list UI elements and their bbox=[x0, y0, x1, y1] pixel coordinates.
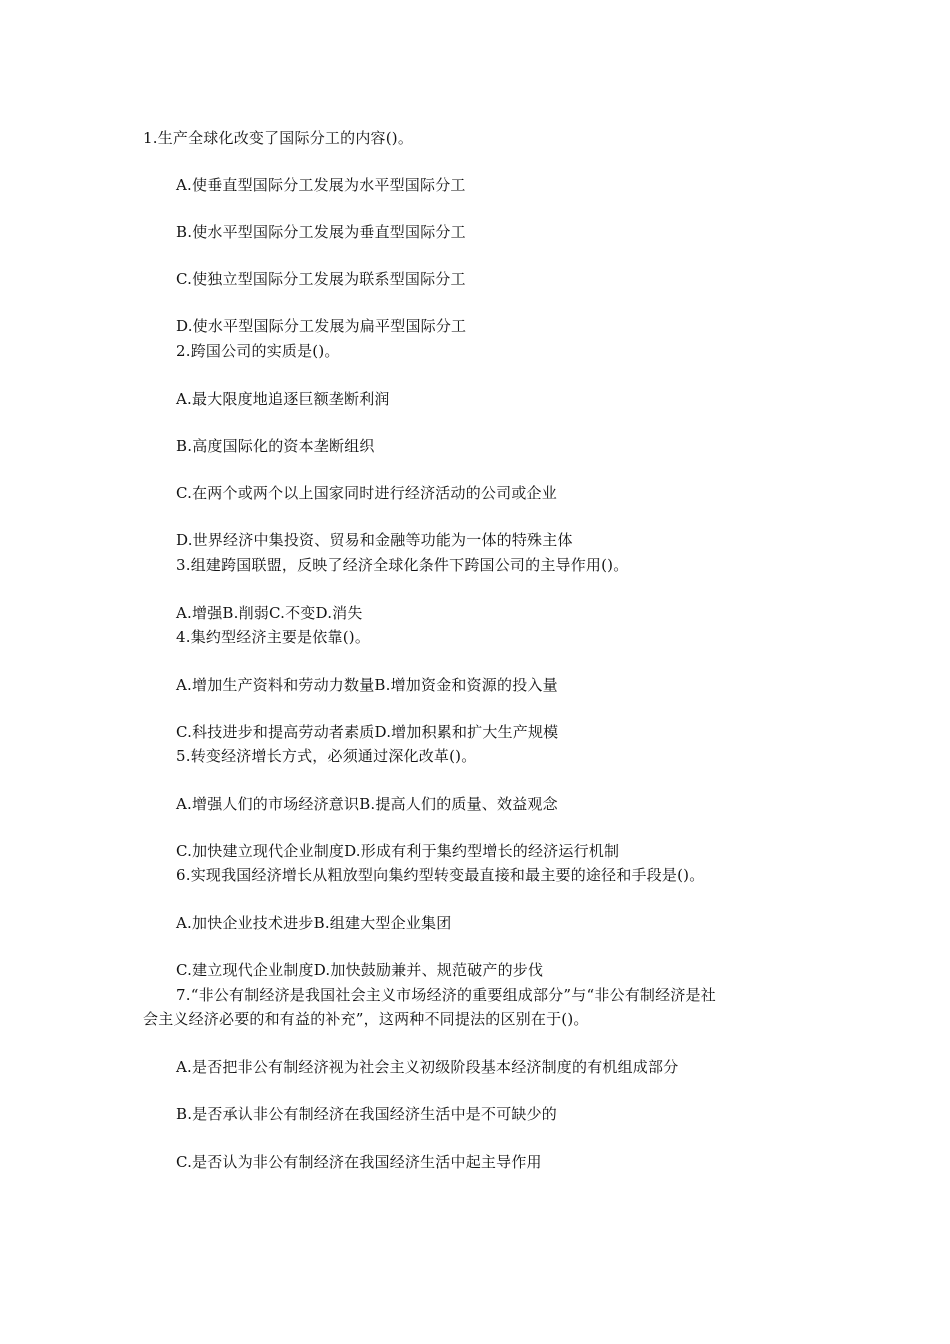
question-4-options-ab: A.增加生产资料和劳动力数量B.增加资金和资源的投入量 bbox=[176, 676, 558, 694]
question-3-stem: 3.组建跨国联盟，反映了经济全球化条件下跨国公司的主导作用()。 bbox=[176, 556, 629, 574]
question-4-options-cd: C.科技进步和提高劳动者素质D.增加积累和扩大生产规模 bbox=[176, 723, 559, 741]
question-1-option-d: D.使水平型国际分工发展为扁平型国际分工 bbox=[176, 317, 467, 335]
question-2-option-a: A.最大限度地追逐巨额垄断利润 bbox=[176, 390, 390, 408]
question-5-stem: 5.转变经济增长方式，必须通过深化改革()。 bbox=[176, 747, 477, 765]
question-2-option-b: B.高度国际化的资本垄断组织 bbox=[176, 437, 375, 455]
question-7-option-c: C.是否认为非公有制经济在我国经济生活中起主导作用 bbox=[176, 1153, 542, 1171]
question-6-stem: 6.实现我国经济增长从粗放型向集约型转变最直接和最主要的途径和手段是()。 bbox=[176, 866, 705, 884]
question-1-stem: 1.生产全球化改变了国际分工的内容()。 bbox=[143, 129, 414, 147]
question-3-options: A.增强B.削弱C.不变D.消失 bbox=[176, 604, 363, 622]
question-4-stem: 4.集约型经济主要是依靠()。 bbox=[176, 628, 371, 646]
question-7-stem-line-1: 7.“非公有制经济是我国社会主义市场经济的重要组成部分”与“非公有制经济是社 bbox=[176, 986, 716, 1004]
question-7-option-a: A.是否把非公有制经济视为社会主义初级阶段基本经济制度的有机组成部分 bbox=[176, 1058, 679, 1076]
question-7-option-b: B.是否承认非公有制经济在我国经济生活中是不可缺少的 bbox=[176, 1105, 557, 1123]
question-6-options-cd: C.建立现代企业制度D.加快鼓励兼并、规范破产的步伐 bbox=[176, 961, 544, 979]
question-2-option-c: C.在两个或两个以上国家同时进行经济活动的公司或企业 bbox=[176, 484, 557, 502]
question-5-options-ab: A.增强人们的市场经济意识B.提高人们的质量、效益观念 bbox=[176, 795, 558, 813]
question-6-options-ab: A.加快企业技术进步B.组建大型企业集团 bbox=[176, 914, 452, 932]
question-2-option-d: D.世界经济中集投资、贸易和金融等功能为一体的特殊主体 bbox=[176, 531, 573, 549]
question-2-stem: 2.跨国公司的实质是()。 bbox=[176, 342, 340, 360]
question-5-options-cd: C.加快建立现代企业制度D.形成有利于集约型增长的经济运行机制 bbox=[176, 842, 620, 860]
question-7-stem-line-2: 会主义经济必要的和有益的补充”，这两种不同提法的区别在于()。 bbox=[143, 1010, 589, 1028]
question-1-option-b: B.使水平型国际分工发展为垂直型国际分工 bbox=[176, 223, 466, 241]
question-1-option-a: A.使垂直型国际分工发展为水平型国际分工 bbox=[176, 176, 466, 194]
question-1-option-c: C.使独立型国际分工发展为联系型国际分工 bbox=[176, 270, 466, 288]
